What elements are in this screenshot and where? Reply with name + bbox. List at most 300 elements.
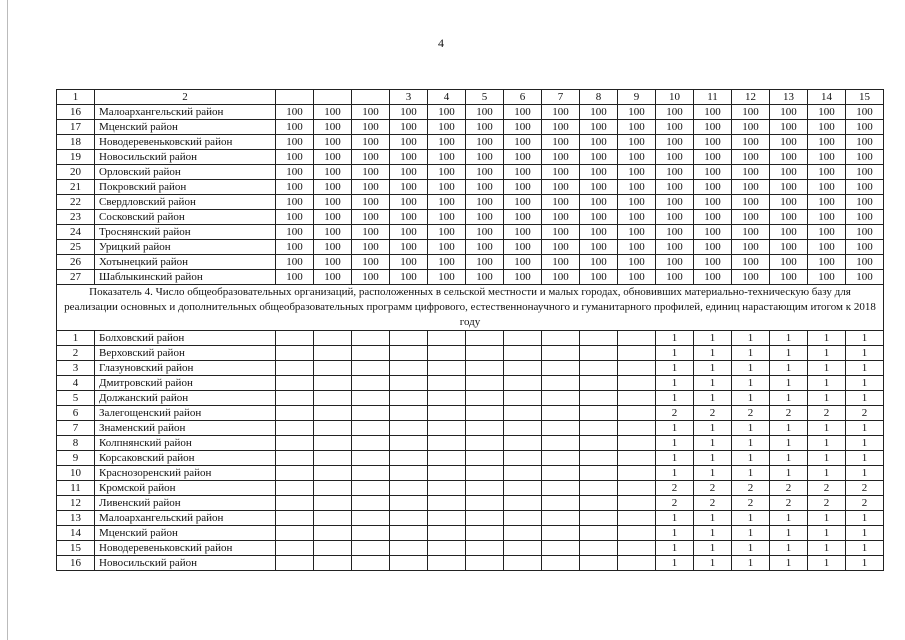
table-row <box>57 421 884 436</box>
district-name: Малоархангельский район <box>95 105 276 120</box>
value-cell <box>314 511 352 526</box>
row-number: 9 <box>57 451 95 466</box>
value-cell: 1 <box>846 391 884 406</box>
value-cell: 100 <box>846 225 884 240</box>
value-cell <box>542 541 580 556</box>
value-cell: 100 <box>314 225 352 240</box>
value-cell: 100 <box>276 135 314 150</box>
value-cell: 1 <box>808 421 846 436</box>
value-cell <box>428 541 466 556</box>
value-cell: 100 <box>656 210 694 225</box>
value-cell <box>390 526 428 541</box>
column-number <box>276 90 314 105</box>
value-cell: 100 <box>276 180 314 195</box>
row-number: 17 <box>57 120 95 135</box>
value-cell: 100 <box>276 270 314 285</box>
value-cell <box>580 376 618 391</box>
value-cell: 100 <box>846 120 884 135</box>
value-cell: 1 <box>808 451 846 466</box>
value-cell: 100 <box>314 270 352 285</box>
value-cell: 100 <box>428 225 466 240</box>
value-cell: 100 <box>428 210 466 225</box>
value-cell: 100 <box>656 270 694 285</box>
district-name: Краснозоренский район <box>95 466 276 481</box>
column-number: 15 <box>846 90 884 105</box>
value-cell: 100 <box>732 105 770 120</box>
value-cell: 100 <box>428 135 466 150</box>
section-row <box>57 285 884 331</box>
value-cell: 100 <box>542 135 580 150</box>
value-cell: 100 <box>352 210 390 225</box>
value-cell: 100 <box>542 180 580 195</box>
value-cell: 100 <box>618 255 656 270</box>
value-cell <box>314 406 352 421</box>
value-cell: 2 <box>656 406 694 421</box>
value-cell: 100 <box>352 270 390 285</box>
value-cell: 100 <box>580 180 618 195</box>
value-cell: 1 <box>808 511 846 526</box>
column-number: 13 <box>770 90 808 105</box>
value-cell: 100 <box>314 195 352 210</box>
table-row <box>57 376 884 391</box>
value-cell <box>314 391 352 406</box>
value-cell <box>314 361 352 376</box>
value-cell <box>504 466 542 481</box>
value-cell: 100 <box>504 105 542 120</box>
value-cell: 2 <box>808 481 846 496</box>
value-cell: 100 <box>846 165 884 180</box>
value-cell: 1 <box>846 526 884 541</box>
value-cell: 100 <box>352 195 390 210</box>
district-name: Урицкий район <box>95 240 276 255</box>
row-number: 24 <box>57 225 95 240</box>
value-cell: 1 <box>808 331 846 346</box>
value-cell: 100 <box>808 135 846 150</box>
value-cell: 1 <box>732 391 770 406</box>
value-cell: 1 <box>846 376 884 391</box>
value-cell: 100 <box>466 255 504 270</box>
value-cell: 100 <box>732 240 770 255</box>
value-cell: 1 <box>656 331 694 346</box>
value-cell <box>618 346 656 361</box>
value-cell <box>466 346 504 361</box>
value-cell: 100 <box>808 150 846 165</box>
value-cell <box>390 361 428 376</box>
value-cell: 100 <box>504 240 542 255</box>
district-name: Новодеревеньковский район <box>95 135 276 150</box>
value-cell <box>352 346 390 361</box>
value-cell: 100 <box>314 120 352 135</box>
district-name: Кромской район <box>95 481 276 496</box>
value-cell: 100 <box>732 180 770 195</box>
value-cell: 100 <box>466 120 504 135</box>
value-cell <box>542 421 580 436</box>
table-row <box>57 210 884 225</box>
table-row <box>57 225 884 240</box>
row-number: 18 <box>57 135 95 150</box>
value-cell: 100 <box>466 240 504 255</box>
value-cell: 2 <box>846 481 884 496</box>
value-cell: 100 <box>694 150 732 165</box>
value-cell: 100 <box>732 195 770 210</box>
row-number: 6 <box>57 406 95 421</box>
value-cell: 100 <box>542 195 580 210</box>
table-row <box>57 180 884 195</box>
value-cell <box>352 511 390 526</box>
value-cell: 100 <box>542 105 580 120</box>
value-cell: 100 <box>390 150 428 165</box>
value-cell: 1 <box>846 466 884 481</box>
row-number: 16 <box>57 556 95 571</box>
value-cell: 100 <box>656 150 694 165</box>
table-row <box>57 481 884 496</box>
value-cell: 1 <box>770 541 808 556</box>
value-cell <box>352 376 390 391</box>
value-cell <box>580 556 618 571</box>
value-cell <box>276 466 314 481</box>
row-number: 20 <box>57 165 95 180</box>
value-cell: 2 <box>732 481 770 496</box>
column-number: 4 <box>428 90 466 105</box>
column-number: 2 <box>95 90 276 105</box>
value-cell: 100 <box>770 180 808 195</box>
value-cell: 1 <box>770 436 808 451</box>
value-cell: 100 <box>542 255 580 270</box>
value-cell: 1 <box>846 331 884 346</box>
value-cell <box>618 556 656 571</box>
value-cell <box>276 346 314 361</box>
value-cell <box>352 556 390 571</box>
value-cell <box>466 481 504 496</box>
value-cell <box>428 376 466 391</box>
value-cell: 2 <box>694 481 732 496</box>
value-cell: 100 <box>466 210 504 225</box>
value-cell <box>352 361 390 376</box>
value-cell: 100 <box>428 255 466 270</box>
value-cell: 1 <box>732 436 770 451</box>
value-cell: 1 <box>846 421 884 436</box>
row-number: 13 <box>57 511 95 526</box>
column-number: 6 <box>504 90 542 105</box>
value-cell <box>580 406 618 421</box>
value-cell: 100 <box>656 135 694 150</box>
value-cell: 2 <box>770 496 808 511</box>
value-cell: 100 <box>846 135 884 150</box>
value-cell <box>580 466 618 481</box>
value-cell: 100 <box>504 225 542 240</box>
value-cell: 1 <box>808 361 846 376</box>
table-row <box>57 135 884 150</box>
table-row <box>57 270 884 285</box>
table-row <box>57 331 884 346</box>
value-cell <box>428 346 466 361</box>
value-cell: 100 <box>542 210 580 225</box>
value-cell <box>276 331 314 346</box>
value-cell: 2 <box>656 496 694 511</box>
value-cell: 100 <box>846 195 884 210</box>
value-cell: 1 <box>808 556 846 571</box>
column-number: 7 <box>542 90 580 105</box>
value-cell <box>314 541 352 556</box>
value-cell: 100 <box>580 255 618 270</box>
value-cell <box>352 466 390 481</box>
value-cell: 100 <box>352 120 390 135</box>
value-cell: 100 <box>314 135 352 150</box>
value-cell: 100 <box>314 105 352 120</box>
value-cell <box>276 526 314 541</box>
value-cell: 100 <box>656 120 694 135</box>
value-cell <box>618 496 656 511</box>
value-cell: 100 <box>618 165 656 180</box>
value-cell: 100 <box>428 180 466 195</box>
value-cell: 1 <box>694 391 732 406</box>
value-cell <box>580 346 618 361</box>
value-cell <box>390 511 428 526</box>
value-cell: 100 <box>504 120 542 135</box>
row-number: 25 <box>57 240 95 255</box>
value-cell: 1 <box>656 436 694 451</box>
value-cell <box>466 556 504 571</box>
table-row <box>57 255 884 270</box>
value-cell: 1 <box>808 391 846 406</box>
column-number: 1 <box>57 90 95 105</box>
value-cell: 100 <box>618 135 656 150</box>
value-cell <box>542 361 580 376</box>
value-cell: 1 <box>656 556 694 571</box>
district-name: Должанский район <box>95 391 276 406</box>
value-cell: 2 <box>694 496 732 511</box>
value-cell: 100 <box>504 135 542 150</box>
value-cell <box>504 496 542 511</box>
value-cell <box>276 436 314 451</box>
column-number: 9 <box>618 90 656 105</box>
value-cell: 1 <box>694 511 732 526</box>
district-name: Новосильский район <box>95 556 276 571</box>
value-cell <box>466 436 504 451</box>
district-name: Болховский район <box>95 331 276 346</box>
value-cell: 1 <box>732 346 770 361</box>
value-cell <box>352 421 390 436</box>
value-cell: 100 <box>694 165 732 180</box>
value-cell: 100 <box>580 120 618 135</box>
value-cell: 100 <box>390 225 428 240</box>
table-row <box>57 436 884 451</box>
value-cell <box>428 496 466 511</box>
value-cell <box>352 406 390 421</box>
value-cell: 100 <box>770 255 808 270</box>
district-name: Малоархангельский район <box>95 511 276 526</box>
value-cell: 100 <box>656 105 694 120</box>
row-number: 2 <box>57 346 95 361</box>
value-cell <box>504 391 542 406</box>
value-cell: 100 <box>618 150 656 165</box>
value-cell: 100 <box>694 225 732 240</box>
value-cell <box>618 406 656 421</box>
column-number: 10 <box>656 90 694 105</box>
table-row <box>57 195 884 210</box>
value-cell: 1 <box>770 346 808 361</box>
row-number: 26 <box>57 255 95 270</box>
value-cell: 1 <box>770 391 808 406</box>
value-cell <box>542 496 580 511</box>
value-cell: 100 <box>770 165 808 180</box>
value-cell: 100 <box>732 255 770 270</box>
value-cell <box>542 406 580 421</box>
district-name: Шаблыкинский район <box>95 270 276 285</box>
value-cell <box>504 556 542 571</box>
value-cell: 1 <box>808 346 846 361</box>
value-cell: 1 <box>694 451 732 466</box>
row-number: 27 <box>57 270 95 285</box>
value-cell: 100 <box>314 165 352 180</box>
value-cell <box>390 421 428 436</box>
value-cell <box>542 331 580 346</box>
value-cell: 100 <box>504 270 542 285</box>
value-cell <box>580 511 618 526</box>
value-cell: 100 <box>390 105 428 120</box>
value-cell: 2 <box>770 406 808 421</box>
page-edge-line <box>7 0 8 640</box>
value-cell <box>580 541 618 556</box>
value-cell: 100 <box>390 120 428 135</box>
table-row <box>57 406 884 421</box>
value-cell <box>428 556 466 571</box>
value-cell: 100 <box>504 255 542 270</box>
value-cell: 1 <box>770 331 808 346</box>
value-cell: 2 <box>846 496 884 511</box>
value-cell: 1 <box>732 556 770 571</box>
column-number: 12 <box>732 90 770 105</box>
value-cell: 100 <box>580 225 618 240</box>
district-name: Корсаковский район <box>95 451 276 466</box>
value-cell <box>428 421 466 436</box>
value-cell <box>390 391 428 406</box>
value-cell: 1 <box>656 421 694 436</box>
row-number: 8 <box>57 436 95 451</box>
district-name: Новодеревеньковский район <box>95 541 276 556</box>
value-cell: 100 <box>276 195 314 210</box>
value-cell: 100 <box>770 120 808 135</box>
value-cell: 1 <box>656 361 694 376</box>
value-cell <box>314 436 352 451</box>
district-name: Залегощенский район <box>95 406 276 421</box>
value-cell <box>504 436 542 451</box>
value-cell: 100 <box>466 195 504 210</box>
value-cell <box>504 526 542 541</box>
value-cell: 100 <box>694 240 732 255</box>
value-cell: 100 <box>466 270 504 285</box>
value-cell: 100 <box>656 180 694 195</box>
table-row <box>57 361 884 376</box>
value-cell <box>504 346 542 361</box>
value-cell <box>618 526 656 541</box>
district-name: Ливенский район <box>95 496 276 511</box>
table-row <box>57 391 884 406</box>
value-cell: 100 <box>808 255 846 270</box>
value-cell <box>466 421 504 436</box>
value-cell: 2 <box>656 481 694 496</box>
value-cell <box>276 556 314 571</box>
value-cell <box>504 511 542 526</box>
value-cell: 100 <box>542 150 580 165</box>
value-cell: 100 <box>808 210 846 225</box>
value-cell <box>542 376 580 391</box>
value-cell <box>504 331 542 346</box>
value-cell: 1 <box>770 526 808 541</box>
value-cell <box>314 346 352 361</box>
value-cell: 1 <box>656 376 694 391</box>
value-cell: 100 <box>504 165 542 180</box>
value-cell: 1 <box>808 526 846 541</box>
value-cell: 100 <box>770 270 808 285</box>
value-cell: 100 <box>656 195 694 210</box>
value-cell: 100 <box>276 105 314 120</box>
value-cell <box>276 391 314 406</box>
column-number <box>314 90 352 105</box>
value-cell: 100 <box>808 270 846 285</box>
district-name: Покровский район <box>95 180 276 195</box>
column-number: 11 <box>694 90 732 105</box>
value-cell: 100 <box>352 135 390 150</box>
value-cell: 100 <box>732 135 770 150</box>
value-cell <box>276 541 314 556</box>
value-cell <box>466 391 504 406</box>
value-cell: 100 <box>542 270 580 285</box>
value-cell: 100 <box>732 165 770 180</box>
value-cell <box>504 451 542 466</box>
value-cell: 100 <box>314 255 352 270</box>
row-number: 16 <box>57 105 95 120</box>
value-cell: 100 <box>732 270 770 285</box>
value-cell <box>618 376 656 391</box>
value-cell: 100 <box>428 120 466 135</box>
value-cell: 100 <box>808 240 846 255</box>
value-cell <box>466 406 504 421</box>
value-cell: 1 <box>732 331 770 346</box>
value-cell <box>618 541 656 556</box>
value-cell <box>542 346 580 361</box>
district-name: Троснянский район <box>95 225 276 240</box>
table-row <box>57 165 884 180</box>
value-cell: 100 <box>694 105 732 120</box>
row-number: 7 <box>57 421 95 436</box>
value-cell: 100 <box>466 135 504 150</box>
value-cell: 100 <box>618 210 656 225</box>
value-cell <box>276 421 314 436</box>
value-cell: 100 <box>276 225 314 240</box>
value-cell: 100 <box>276 210 314 225</box>
value-cell <box>352 481 390 496</box>
value-cell: 100 <box>694 180 732 195</box>
value-cell <box>314 376 352 391</box>
value-cell <box>276 361 314 376</box>
value-cell: 1 <box>732 421 770 436</box>
value-cell: 100 <box>770 135 808 150</box>
value-cell: 1 <box>770 451 808 466</box>
value-cell: 100 <box>770 225 808 240</box>
value-cell <box>504 376 542 391</box>
value-cell <box>580 496 618 511</box>
table-row <box>57 526 884 541</box>
value-cell <box>352 331 390 346</box>
table-row <box>57 105 884 120</box>
value-cell: 100 <box>504 150 542 165</box>
column-number: 8 <box>580 90 618 105</box>
value-cell <box>390 346 428 361</box>
value-cell: 100 <box>428 165 466 180</box>
value-cell: 100 <box>390 270 428 285</box>
value-cell: 100 <box>390 135 428 150</box>
